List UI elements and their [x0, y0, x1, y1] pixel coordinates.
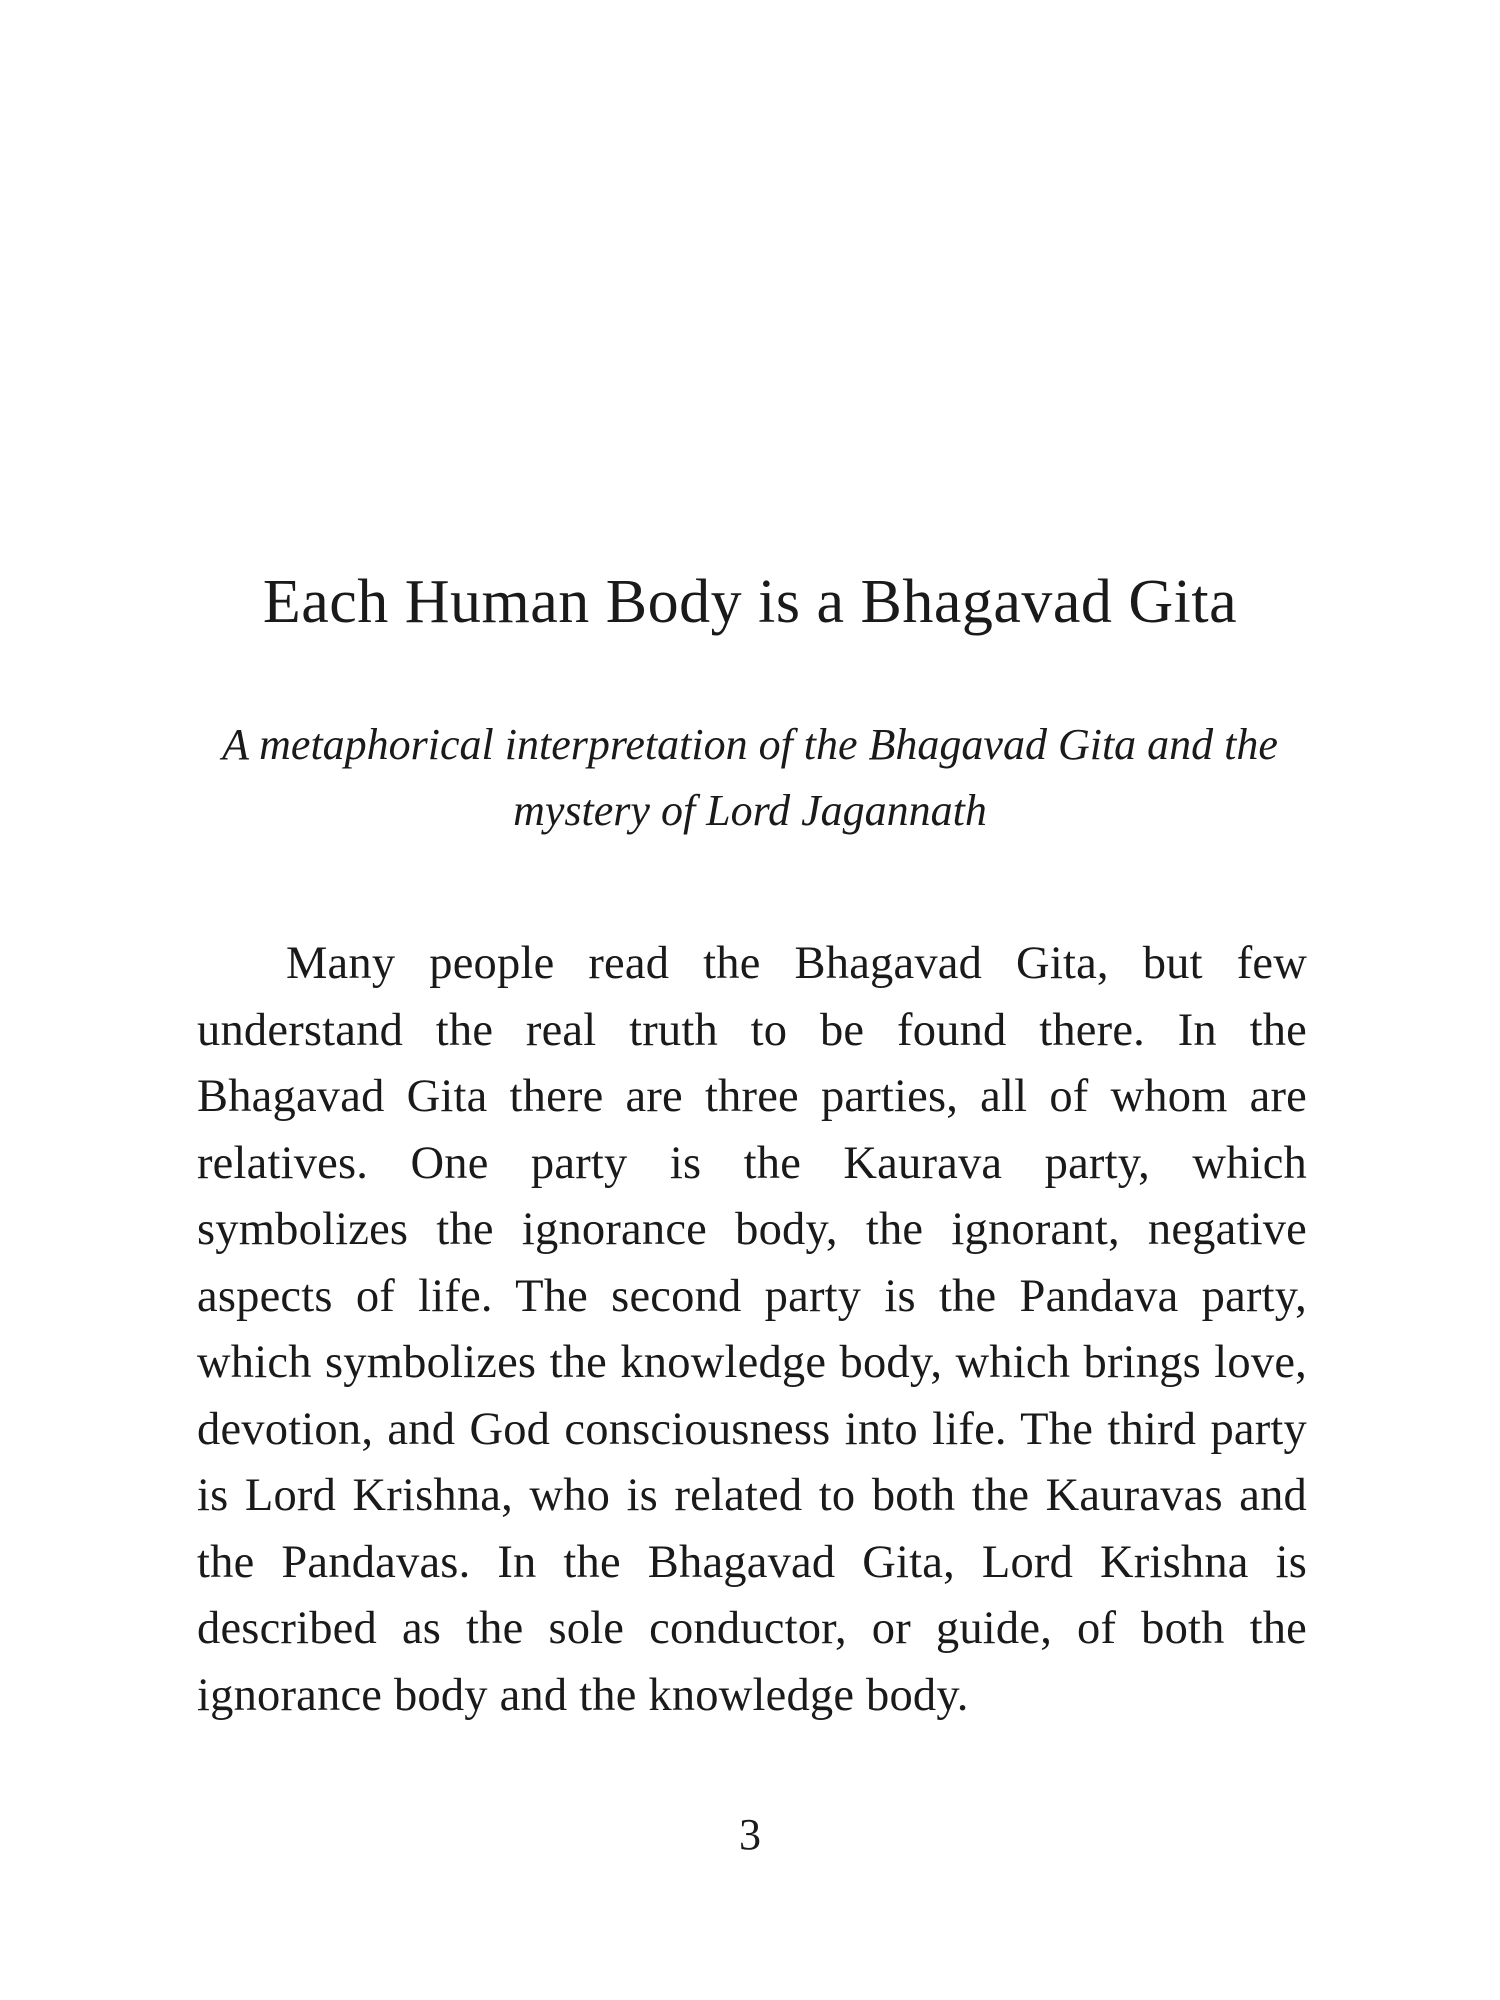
page-number: 3: [739, 1810, 761, 1859]
chapter-subtitle: A metaphorical interpretation of the Bhagavad Gita and the mystery of Lord Jagannath: [222, 720, 1278, 835]
chapter-title: Each Human Body is a Bhagavad Gita: [262, 568, 1238, 636]
body-paragraph: Many people read the Bhagavad Gita, but few understand the real truth to be found there. In the Bhagavad Gita there are three parties, all of whom are relatives. One party is the Kaurava party, which symbolizes the ignorance body, the ignorant, negative aspects of life. The second party is the Pandava party, which symbolizes the knowledge body, which brings love, devotion, and God consciousness into life. The third party is Lord Krishna, who is related to both the Kauravas and the Pandavas. In the Bhagavad Gita, Lord Krishna is described as the sole conductor, or guide, of both the ignorance body and the knowledge body.: [197, 938, 1307, 1721]
